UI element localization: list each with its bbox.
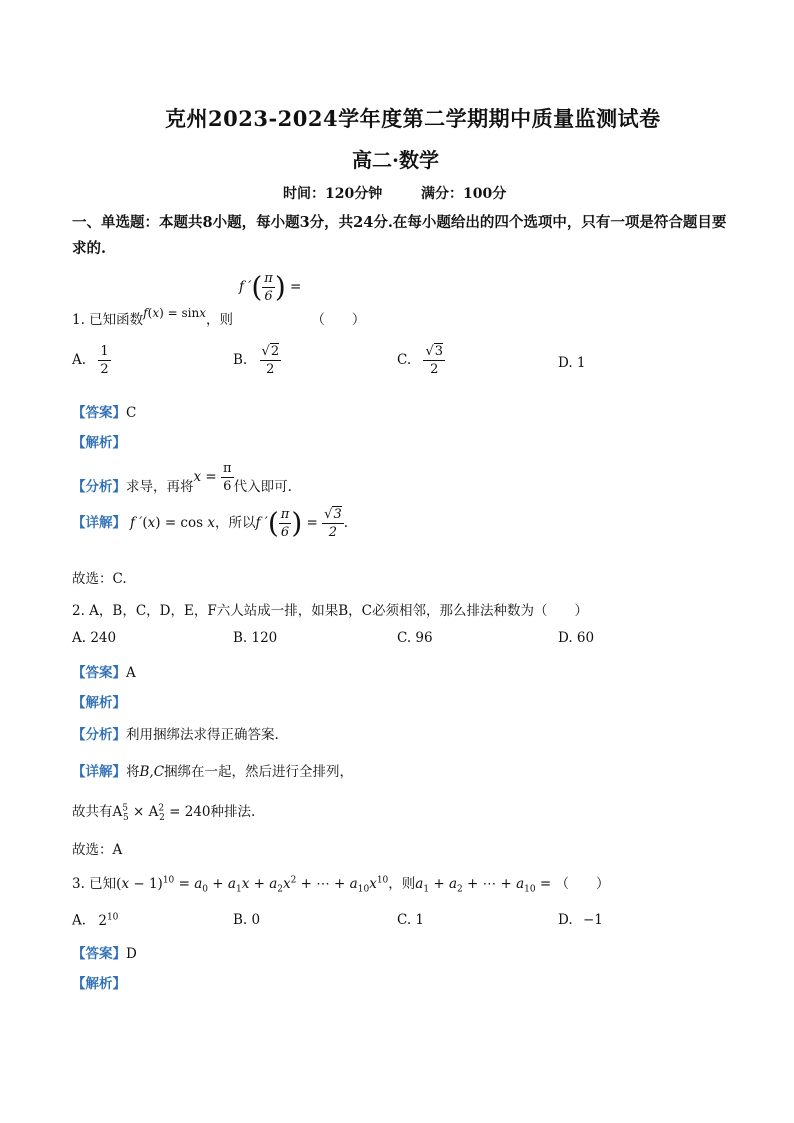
q2-analysis-tag: 【解析】 bbox=[72, 695, 126, 711]
page-subtitle: 高二·数学 bbox=[352, 148, 439, 172]
q1-option-c: C. $\frac{√3}{2}$ bbox=[397, 344, 444, 377]
section-heading: 一、单选题：本题共8小题，每小题3分，共24分.在每小题给出的四个选项中，只有一项是符合题目要求的. bbox=[72, 214, 727, 257]
question-2-stem: 2. A，B，C，D，E，F六人站成一排，如果B，C必须相邻，那么排法种数为（ ） bbox=[72, 603, 588, 619]
q2-conclusion: 故选：A bbox=[72, 842, 123, 858]
q1-derivative-expr: f ′( $\frac{\pi}{6}$ ) = bbox=[238, 270, 302, 304]
q2-answer: 【答案】A bbox=[72, 665, 136, 681]
q3-answer: 【答案】D bbox=[72, 946, 137, 962]
question-1-stem bbox=[72, 270, 365, 330]
q2-detail: 【详解】将B,C捆绑在一起，然后进行全排列， bbox=[72, 764, 354, 780]
exam-full-score: 满分：100分 bbox=[421, 186, 507, 202]
q1-fenxi: 【分析】求导，再将x = $\frac{\pi}{6}$ 代入即可. bbox=[72, 461, 292, 495]
question-3-stem: 3. 已知$(x - 1)^{10} = a_0 + a_1x + a_2x^2$ + ⋯ + $a_{10}x^{10}$，则$a_1 + a_2$ + ⋯ + $a_{10}$ = （ ） bbox=[72, 875, 610, 895]
q1-stem-end: （ ） bbox=[311, 312, 366, 328]
q1-option-d: D. 1 bbox=[558, 355, 586, 371]
q2-option-b: B. 120 bbox=[233, 630, 278, 646]
q3-option-d: D. −1 bbox=[558, 912, 603, 928]
exam-time: 时间：120分钟 bbox=[283, 186, 383, 202]
q3-option-b: B. 0 bbox=[233, 912, 261, 928]
q3-option-c: C. 1 bbox=[397, 912, 425, 928]
q1-detail: 【详解】 f ′(x) = cos x，所以f ′( $\frac{\pi}{6}$ ) = $\frac{√3}{2}$ . bbox=[72, 506, 349, 540]
q1-conclusion: 故选：C. bbox=[72, 571, 127, 587]
page-title: 克州2023-2024学年度第二学期期中质量监测试卷 bbox=[165, 106, 661, 131]
q1-answer: 【答案】C bbox=[72, 405, 137, 421]
q1-option-a: A. $\frac{1}{2}$ bbox=[72, 344, 109, 377]
q2-fenxi: 【分析】利用捆绑法求得正确答案. bbox=[72, 727, 279, 743]
q1-stem-mid: ，则 bbox=[205, 312, 233, 328]
q2-option-c: C. 96 bbox=[397, 630, 433, 646]
q3-analysis-tag: 【解析】 bbox=[72, 976, 126, 992]
q1-function: f(x) = sinx bbox=[143, 306, 206, 320]
q2-option-a: A. 240 bbox=[72, 630, 117, 646]
q2-total: 故共有$A^5_5 \times A^2_2 = 240$种排法. bbox=[72, 803, 256, 823]
q1-option-b: B. $\frac{√2}{2}$ bbox=[233, 344, 280, 377]
q3-option-a: A. $2^{10}$ bbox=[72, 912, 119, 929]
q1-number: 1. 已知函数 bbox=[72, 312, 144, 328]
q2-option-d: D. 60 bbox=[558, 630, 595, 646]
q1-analysis-tag: 【解析】 bbox=[72, 435, 126, 451]
